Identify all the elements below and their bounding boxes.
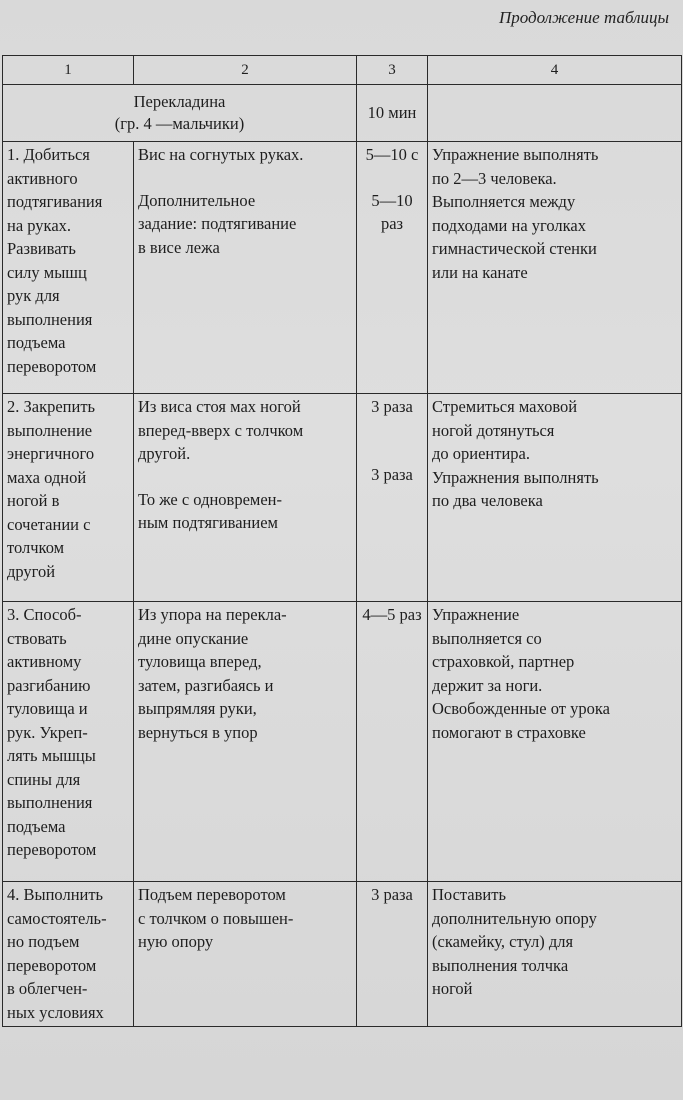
- text-line: или на канате: [432, 262, 528, 282]
- text-line: выполнения: [7, 793, 93, 812]
- text-line: Развивать: [7, 239, 76, 258]
- column-number: 4: [428, 56, 682, 85]
- text-line: затем, разгибаясь и: [138, 675, 274, 695]
- table-row: [3, 142, 682, 394]
- text-line: ногой: [432, 979, 473, 998]
- text-line: рук для: [7, 286, 60, 305]
- text-line: другой.: [138, 444, 191, 463]
- text-line: выполнение: [7, 420, 93, 440]
- text-line: Вис на согнутых руках.: [138, 145, 304, 164]
- exercise-cell: [134, 602, 357, 882]
- text-line: выполнения толчка: [432, 955, 569, 975]
- dose-value: 5—10: [371, 190, 413, 210]
- section-title-line: Перекладина: [133, 92, 226, 111]
- text-line: спины для: [7, 769, 81, 789]
- text-line: страховкой, партнер: [432, 652, 575, 671]
- text-line: задание: подтягивание: [138, 214, 297, 233]
- text-line: Освобожденные от урока: [432, 699, 610, 718]
- text-line: Поставить: [432, 885, 506, 904]
- text-line: Дополнительное: [138, 190, 256, 210]
- dose-value: раз: [380, 214, 404, 233]
- text-line: переворотом: [7, 955, 97, 975]
- text-line: маха одной: [7, 467, 87, 487]
- text-line: ствовать: [7, 628, 67, 648]
- text-line: лять мышцы: [7, 746, 96, 765]
- text-line: Выполняется между: [432, 192, 576, 211]
- exercise-cell: [134, 882, 357, 1027]
- text-line: активного: [7, 168, 78, 188]
- text-line: по 2—3 человека.: [432, 168, 557, 188]
- text-line: Из упора на перекла-: [138, 605, 287, 624]
- text-line: Подъем переворотом: [138, 885, 286, 904]
- text-line: Упражнение выполнять: [432, 145, 599, 164]
- text-line: ным подтягиванием: [138, 513, 278, 532]
- text-line: вперед-вверх с толчком: [138, 420, 304, 440]
- task-cell: [3, 882, 134, 1027]
- table-row: [3, 394, 682, 602]
- text-line: подъема: [7, 816, 66, 836]
- text-line: держит за ноги.: [432, 675, 543, 695]
- text-line: ную опору: [138, 932, 214, 951]
- text-line: 4. Выполнить: [7, 885, 104, 904]
- dose-value: 3 раза: [371, 397, 413, 416]
- text-line: Из виса стоя мах ногой: [138, 397, 301, 416]
- dose-value: 4—5 раз: [362, 605, 422, 624]
- exercise-cell: [134, 394, 357, 602]
- text-line: вернуться в упор: [138, 722, 258, 742]
- text-line: толчком: [7, 538, 65, 557]
- text-line: гимнастической стенки: [432, 239, 597, 258]
- dose-cell: [357, 602, 428, 882]
- dose-value: 3 раза: [371, 464, 413, 484]
- text-line: 2. Закрепить: [7, 397, 96, 416]
- dose-value: 3 раза: [371, 885, 413, 904]
- column-number: 1: [3, 56, 134, 85]
- text-line: ных условиях: [7, 1002, 104, 1022]
- dose-value: 5—10 с: [365, 145, 419, 164]
- text-line: Стремиться маховой: [432, 397, 578, 416]
- dose-cell: [357, 882, 428, 1027]
- text-line: переворотом: [7, 840, 97, 859]
- text-line: энергичного: [7, 444, 95, 463]
- text-line: туловища и: [7, 699, 88, 718]
- column-number: 2: [134, 56, 357, 85]
- section-time: 10 мин: [357, 85, 428, 142]
- task-cell: [3, 394, 134, 602]
- text-line: с толчком о повышен-: [138, 908, 294, 928]
- text-line: силу мышц: [7, 262, 87, 282]
- notes-cell: [428, 142, 682, 394]
- section-empty-cell: [428, 85, 682, 142]
- text-line: туловища вперед,: [138, 652, 262, 671]
- text-line: ногой в: [7, 491, 60, 510]
- text-line: помогают в страховке: [432, 722, 586, 742]
- text-line: выполняется со: [432, 628, 542, 648]
- continuation-label: Продолжение таблицы: [498, 8, 669, 27]
- text-line: подходами на уголках: [432, 215, 587, 235]
- text-line: в облегчен-: [7, 979, 88, 998]
- dose-cell: [357, 394, 428, 602]
- notes-cell: [428, 602, 682, 882]
- exercise-cell: [134, 142, 357, 394]
- text-line: То же с одновремен-: [138, 489, 282, 509]
- column-number: 3: [357, 56, 428, 85]
- text-line: активному: [7, 652, 82, 671]
- exercise-table: [2, 55, 682, 1027]
- text-line: разгибанию: [7, 675, 91, 695]
- task-cell: [3, 142, 134, 394]
- text-line: Упражнения выполнять: [432, 467, 599, 487]
- section-row: [3, 85, 682, 142]
- text-line: но подъем: [7, 932, 80, 951]
- text-line: (скамейку, стул) для: [432, 932, 574, 951]
- dose-cell: [357, 142, 428, 394]
- text-line: по два человека: [432, 491, 543, 510]
- text-line: рук. Укреп-: [7, 722, 88, 742]
- text-line: 3. Способ-: [7, 605, 82, 624]
- text-line: подтягивания: [7, 192, 103, 211]
- text-line: в висе лежа: [138, 237, 220, 257]
- section-title: [3, 85, 357, 142]
- text-line: до ориентира.: [432, 444, 530, 463]
- text-line: переворотом: [7, 356, 97, 376]
- table-row: [3, 602, 682, 882]
- text-line: сочетании с: [7, 514, 91, 534]
- text-line: выпрямляя руки,: [138, 699, 257, 718]
- notes-cell: [428, 394, 682, 602]
- text-line: выполнения: [7, 309, 93, 329]
- text-line: Упражнение: [432, 605, 520, 624]
- task-cell: [3, 602, 134, 882]
- text-line: на руках.: [7, 215, 72, 235]
- text-line: другой: [7, 561, 56, 581]
- table-row: [3, 882, 682, 1027]
- text-line: подъема: [7, 333, 66, 352]
- notes-cell: [428, 882, 682, 1027]
- text-line: ногой дотянуться: [432, 420, 555, 440]
- section-title-line: (гр. 4 —мальчики): [114, 114, 245, 133]
- column-number-row: [3, 56, 682, 85]
- text-line: самостоятель-: [7, 908, 107, 928]
- text-line: 1. Добиться: [7, 145, 90, 164]
- text-line: дине опускание: [138, 628, 249, 648]
- text-line: дополнительную опору: [432, 908, 597, 928]
